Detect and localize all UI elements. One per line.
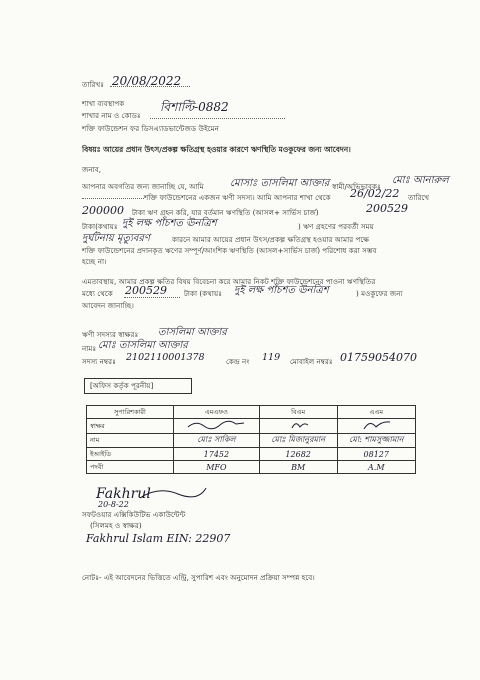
signature-cell	[337, 419, 415, 434]
guardian-name-handwritten: মোঃ আনারুল	[392, 175, 449, 186]
to-designation: শাখা ব্যবস্থাপক	[82, 99, 125, 108]
para2-l3: আবেদন জানাচ্ছি।	[82, 301, 134, 310]
para1-l4-b: ) ঋণ গ্রহণের পরবর্তী সময়	[298, 222, 374, 231]
branch-underline	[150, 118, 285, 119]
table-row	[87, 419, 416, 434]
organization-name: শক্তি ফাউন্ডেশন ফর ডিসএ্যাডভান্টেজড উইমেন	[82, 124, 219, 133]
amount-in-words: দুই লক্ষ পাঁচশত ঊনত্রিশ	[122, 218, 217, 229]
row-label: পদবী	[87, 461, 174, 474]
para2-l2-pre: মধ্যে থেকে	[82, 289, 113, 298]
table-header-row	[87, 406, 416, 419]
cell-value: 12682	[259, 448, 337, 461]
kendra-value: 119	[262, 352, 281, 363]
cell-value: মোঃ সাকিল	[174, 434, 260, 448]
accountant-role: সফটওয়ার এক্সিকিউটিভ একাউন্টেন্ট	[82, 510, 186, 519]
table-header: বিএম	[259, 406, 337, 419]
date-underline	[110, 86, 190, 87]
table-header: এমএফও	[174, 406, 260, 419]
member-name-label: নামঃ	[82, 344, 97, 353]
office-use-label: [অফিস কর্তৃক পূরনীয়]	[90, 381, 154, 390]
cell-value: 17452	[174, 448, 260, 461]
para1-blank-line	[82, 198, 144, 199]
branch-label: শাখার নাম ও কোডঃ	[82, 111, 141, 120]
mobile-value: 01759054070	[340, 351, 417, 364]
para1-l1-pre: আপনার অবগতির জন্য জানাচ্ছি যে, আমি	[82, 182, 204, 191]
member-id-label: সদস্য নম্বরঃ	[82, 357, 116, 366]
waiver-amount-words: দুই লক্ষ পাঁচশত ঊনত্রিশ	[234, 285, 329, 296]
mobile-label: মোবাইল নম্বরঃ	[290, 357, 333, 366]
table-row	[87, 448, 416, 461]
member-name-handwritten: মোসাঃ তাসলিমা আক্তার	[230, 178, 330, 189]
table-header: এএম	[337, 406, 415, 419]
cell-value: MFO	[174, 461, 260, 474]
outstanding-amount: 200529	[366, 202, 408, 215]
cell-value: 08127	[337, 448, 415, 461]
damage-reason: দুর্ঘটনায় মৃত্যুবরণ	[82, 233, 150, 244]
kendra-label: কেন্দ্র নং	[226, 357, 250, 366]
cell-value: A.M	[337, 461, 415, 474]
para1-l4-a: টাকা(কথায়ঃ	[82, 222, 118, 231]
table-row	[87, 434, 416, 448]
accountant-name-ein: Fakhrul Islam EIN: 22907	[86, 532, 231, 545]
accountant-signature: Fakhrul	[96, 486, 151, 502]
para1-l1-mid: স্বামী/অভিভাবকঃ	[332, 182, 381, 191]
cell-value: মোঃ মিজানুরমান	[259, 434, 337, 448]
para1-l3: টাকা ঋণ গ্রহন করি, যার বর্তমান ঋণস্থিতি (আসল+ সার্ভিস চার্জ)	[132, 208, 319, 217]
row-label: নাম	[87, 434, 174, 448]
recommendation-table	[86, 405, 416, 474]
footer-note: নোটঃ- এই আবেদনের ভিত্তিতে এন্ট্রি, সুপারিশ এবং অনুমোদন প্রক্রিয়া সম্পন্ন হবে।	[82, 573, 315, 582]
para1-l2-end: তারিখে	[408, 193, 430, 202]
date-label: তারিখঃ	[82, 80, 105, 89]
loan-amount: 200000	[82, 204, 124, 217]
signature-flourish	[138, 484, 208, 504]
waiver-amount: 200529	[125, 284, 167, 297]
member-sign-value: তাসলিমা আক্তার	[158, 327, 227, 338]
para1-l6: শক্তি ফাউন্ডেশনের প্রদানকৃত ঋণের সম্পূর্ণ/আংশিক ঋণস্থিতি (আসল+সার্ভিস চার্জ) পরিশোধ করা সম্ভব	[82, 246, 377, 255]
signature-cell	[174, 419, 260, 434]
para1-l2: শক্তি ফাউন্ডেশনের একজন ঋণী সদস্য। আমি আপনার শাখা থেকে	[144, 193, 331, 202]
waiver-amount-underline	[124, 297, 180, 298]
cell-value: মো: শামসুজ্জামান	[337, 434, 415, 448]
row-label: ইআইডি	[87, 448, 174, 461]
member-id-value: 2102110001378	[126, 352, 205, 363]
signature-am	[356, 419, 396, 431]
member-name-value: মোঃ তাসলিমা আক্তার	[98, 340, 188, 351]
para1-l5: কারনে আমার আয়ের প্রধান উৎস/প্রকল্প ক্ষতিগ্রস্থ হওয়ার আমার পক্ষে	[172, 235, 370, 244]
para2-l2-post: ) মওকুফের জন্য	[356, 289, 403, 298]
row-label: স্বাক্ষর	[87, 419, 174, 434]
para2-l1: এমতাবস্থায়, আমার প্রকল্প ক্ষতির বিষয় বিবেচনা করে আমার নিকট শক্তি ফাউন্ডেশনের পাওনা ঋণস্থিতির	[82, 277, 376, 286]
signature-mfo	[186, 420, 246, 430]
branch-value: বিশাল্টি-0882	[160, 100, 229, 114]
subject: বিষয়ঃ আয়ের প্রধান উৎস/প্রকল্প ক্ষতিগ্রস্থ হওয়ার কারণে ঋণস্থিতি মওকুফের জন্য আবেদন।	[82, 145, 351, 154]
salutation: জনাব,	[82, 165, 102, 174]
para2-l2-mid: টাকা (কথায়ঃ	[184, 289, 223, 298]
para1-l7: হচ্ছে না।	[82, 257, 107, 266]
cell-value: BM	[259, 461, 337, 474]
table-header: সুপারিশকারী	[87, 406, 174, 419]
member-sign-label: ঋণী সদস্যর স্বাক্ষরঃ	[82, 330, 139, 339]
table-row	[87, 461, 416, 474]
date-value: 20/08/2022	[112, 74, 182, 88]
loan-date: 26/02/22	[350, 187, 400, 200]
seal-sign-label: (সিলমহ ও স্বাক্ষর)	[90, 521, 142, 530]
accountant-sign-date: 20-8-22	[98, 500, 129, 509]
signature-cell	[259, 419, 337, 434]
signature-bm	[278, 420, 318, 430]
